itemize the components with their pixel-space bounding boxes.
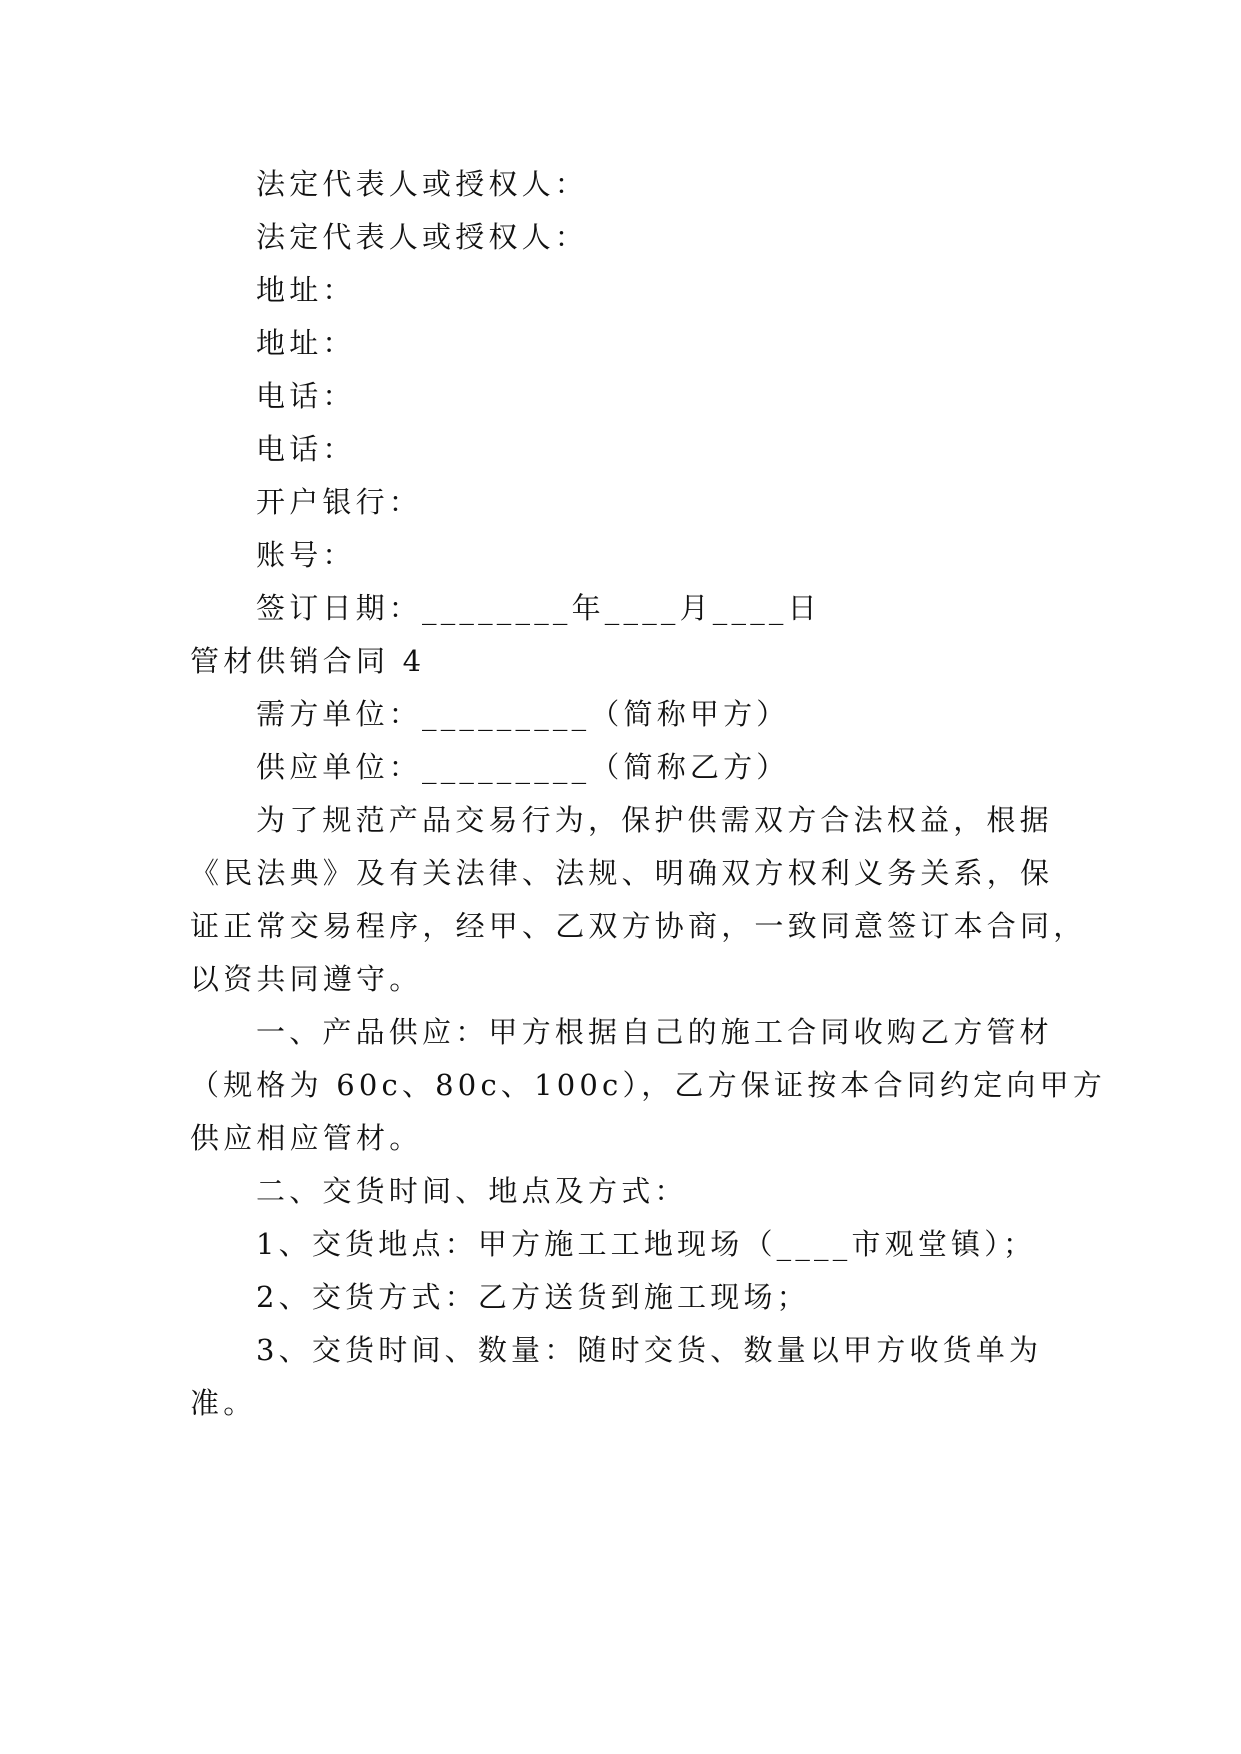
- clause2-item-3: 3、交货时间、数量：随时交货、数量以甲方收货单为: [256, 1333, 1043, 1367]
- address-b-line: 地址：: [256, 326, 356, 360]
- clause1-line-2: （规格为 60c、80c、100c），乙方保证按本合同约定向甲方: [190, 1068, 1106, 1102]
- clause2-item-3-cont: 准。: [190, 1386, 257, 1420]
- preamble-line-4: 以资共同遵守。: [190, 962, 423, 996]
- address-a-line: 地址：: [256, 273, 356, 307]
- sign-date-line: 签订日期：________年____月____日: [256, 591, 821, 625]
- clause1-line-1: 一、产品供应：甲方根据自己的施工合同收购乙方管材: [256, 1015, 1053, 1049]
- clause2-title: 二、交货时间、地点及方式：: [256, 1174, 688, 1208]
- phone-a-line: 电话：: [256, 379, 356, 413]
- contract-title: 管材供销合同 4: [190, 644, 426, 678]
- clause2-item-1: 1、交货地点：甲方施工工地现场（____市观堂镇）；: [256, 1227, 1037, 1261]
- preamble-line-2: 《民法典》及有关法律、法规、明确双方权利义务关系，保: [190, 856, 1054, 890]
- supplier-line: 供应单位：_________（简称乙方）: [256, 750, 790, 784]
- preamble-line-3: 证正常交易程序，经甲、乙双方协商，一致同意签订本合同，: [190, 909, 1087, 943]
- buyer-line: 需方单位：_________（简称甲方）: [256, 697, 790, 731]
- clause1-line-3: 供应相应管材。: [190, 1121, 423, 1155]
- rep-b-line: 法定代表人或授权人：: [256, 220, 589, 254]
- bank-line: 开户银行：: [256, 485, 423, 519]
- phone-b-line: 电话：: [256, 432, 356, 466]
- rep-a-line: 法定代表人或授权人：: [256, 167, 589, 201]
- preamble-line-1: 为了规范产品交易行为，保护供需双方合法权益，根据: [256, 803, 1053, 837]
- account-line: 账号：: [256, 538, 356, 572]
- clause2-item-2: 2、交货方式：乙方送货到施工现场；: [256, 1280, 810, 1314]
